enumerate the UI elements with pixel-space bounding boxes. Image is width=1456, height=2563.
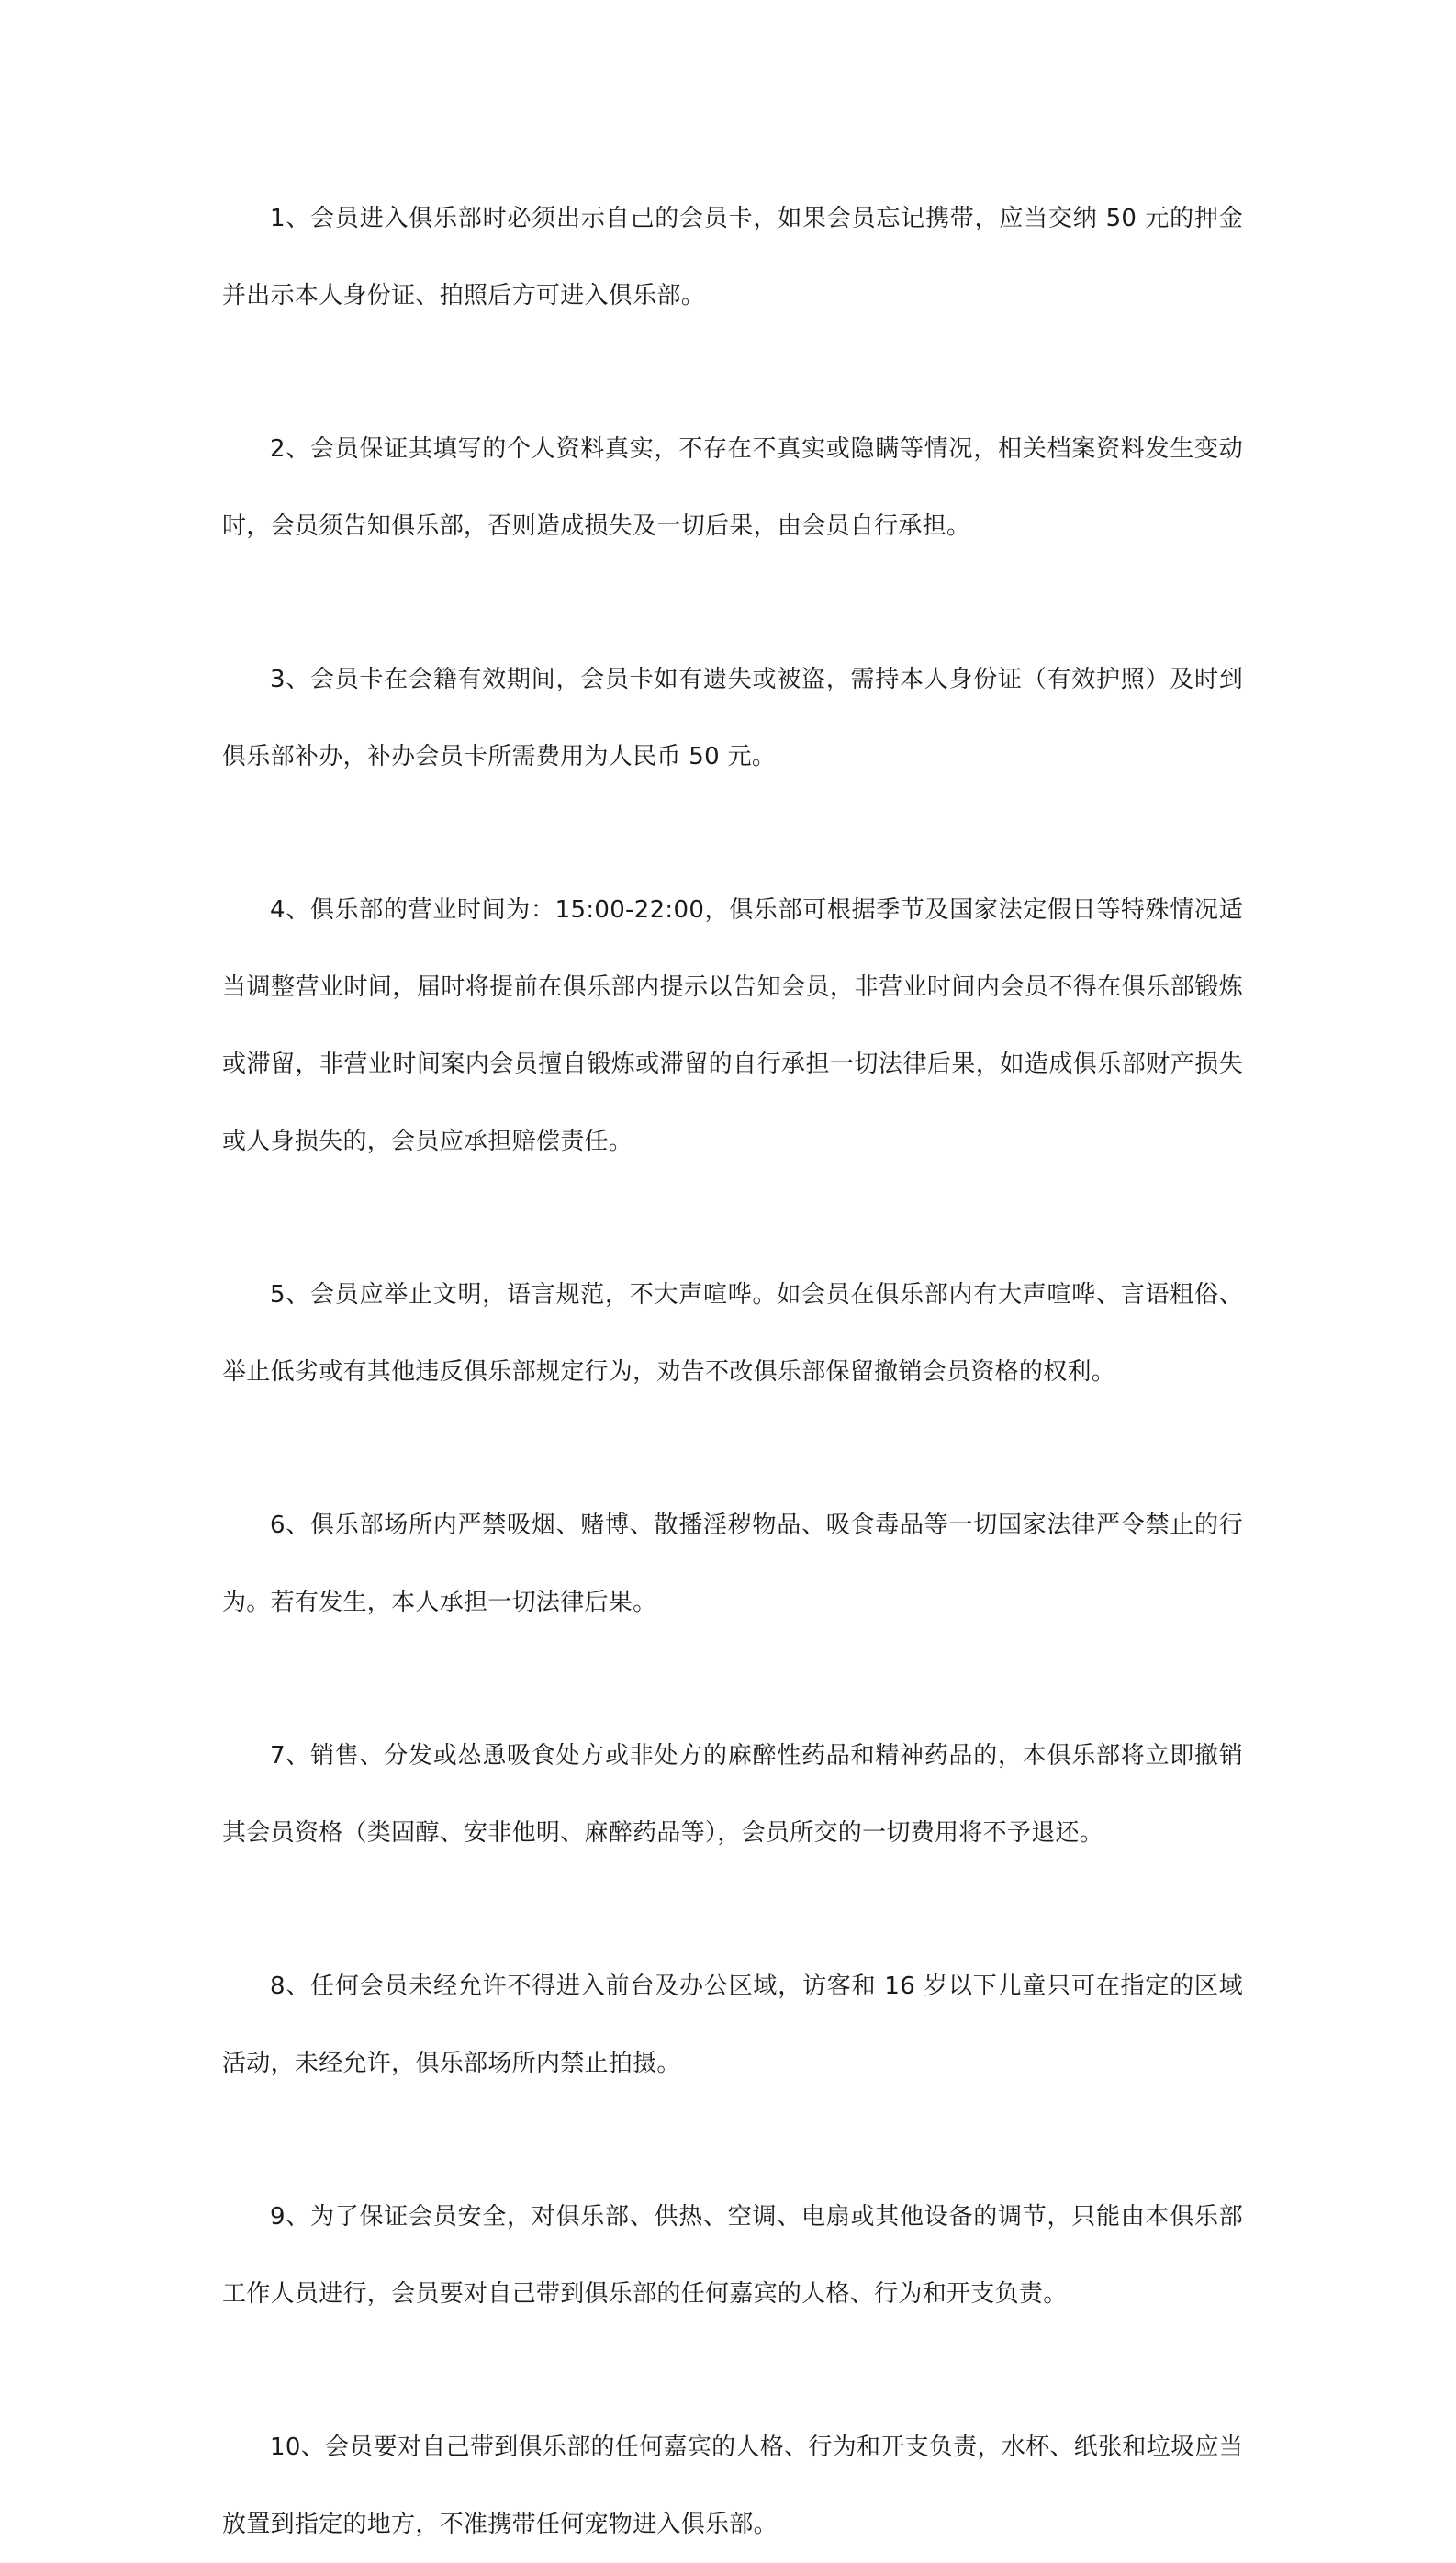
rule-paragraph-9: 9、为了保证会员安全，对俱乐部、供热、空调、电扇或其他设备的调节，只能由本俱乐部工作人员进行，会员要对自己带到俱乐部的任何嘉宾的人格、行为和开支负责。 bbox=[222, 2203, 1243, 2308]
rule-paragraph-8: 8、任何会员未经允许不得进入前台及办公区域，访客和 16 岁以下儿童只可在指定的区域活动，未经允许，俱乐部场所内禁止拍摄。 bbox=[222, 1973, 1243, 2077]
rule-paragraph-4: 4、俱乐部的营业时间为：15:00-22:00，俱乐部可根据季节及国家法定假日等特殊情况适当调整营业时间，届时将提前在俱乐部内提示以告知会员，非营业时间内会员不得在俱乐部锻炼或滞留，非营业时间案内会员擅自锻炼或滞留的自行承担一切法律后果，如造成俱乐部财产损失或人身损失的，会员应承担赔偿责任。 bbox=[222, 896, 1243, 1155]
rule-paragraph-6: 6、俱乐部场所内严禁吸烟、赌博、散播淫秽物品、吸食毒品等一切国家法律严令禁止的行为。若有发生，本人承担一切法律后果。 bbox=[222, 1512, 1243, 1616]
rule-paragraph-3: 3、会员卡在会籍有效期间，会员卡如有遗失或被盗，需持本人身份证（有效护照）及时到俱乐部补办，补办会员卡所需费用为人民币 50 元。 bbox=[222, 666, 1243, 770]
rule-paragraph-7: 7、销售、分发或怂恿吸食处方或非处方的麻醉性药品和精神药品的，本俱乐部将立即撤销其会员资格（类固醇、安非他明、麻醉药品等），会员所交的一切费用将不予退还。 bbox=[222, 1742, 1243, 1847]
rule-paragraph-10: 10、会员要对自己带到俱乐部的任何嘉宾的人格、行为和开支负责，水杯、纸张和垃圾应当放置到指定的地方，不准携带任何宠物进入俱乐部。 bbox=[222, 2434, 1243, 2538]
rule-paragraph-2: 2、会员保证其填写的个人资料真实，不存在不真实或隐瞒等情况，相关档案资料发生变动时，会员须告知俱乐部，否则造成损失及一切后果，由会员自行承担。 bbox=[222, 435, 1243, 540]
rule-paragraph-5: 5、会员应举止文明，语言规范，不大声喧哗。如会员在俱乐部内有大声喧哗、言语粗俗、举止低劣或有其他违反俱乐部规定行为，劝告不改俱乐部保留撤销会员资格的权利。 bbox=[222, 1281, 1243, 1386]
rule-paragraph-1: 1、会员进入俱乐部时必须出示自己的会员卡，如果会员忘记携带，应当交纳 50 元的押金并出示本人身份证、拍照后方可进入俱乐部。 bbox=[222, 205, 1243, 309]
rules-list bbox=[222, 180, 1243, 2563]
